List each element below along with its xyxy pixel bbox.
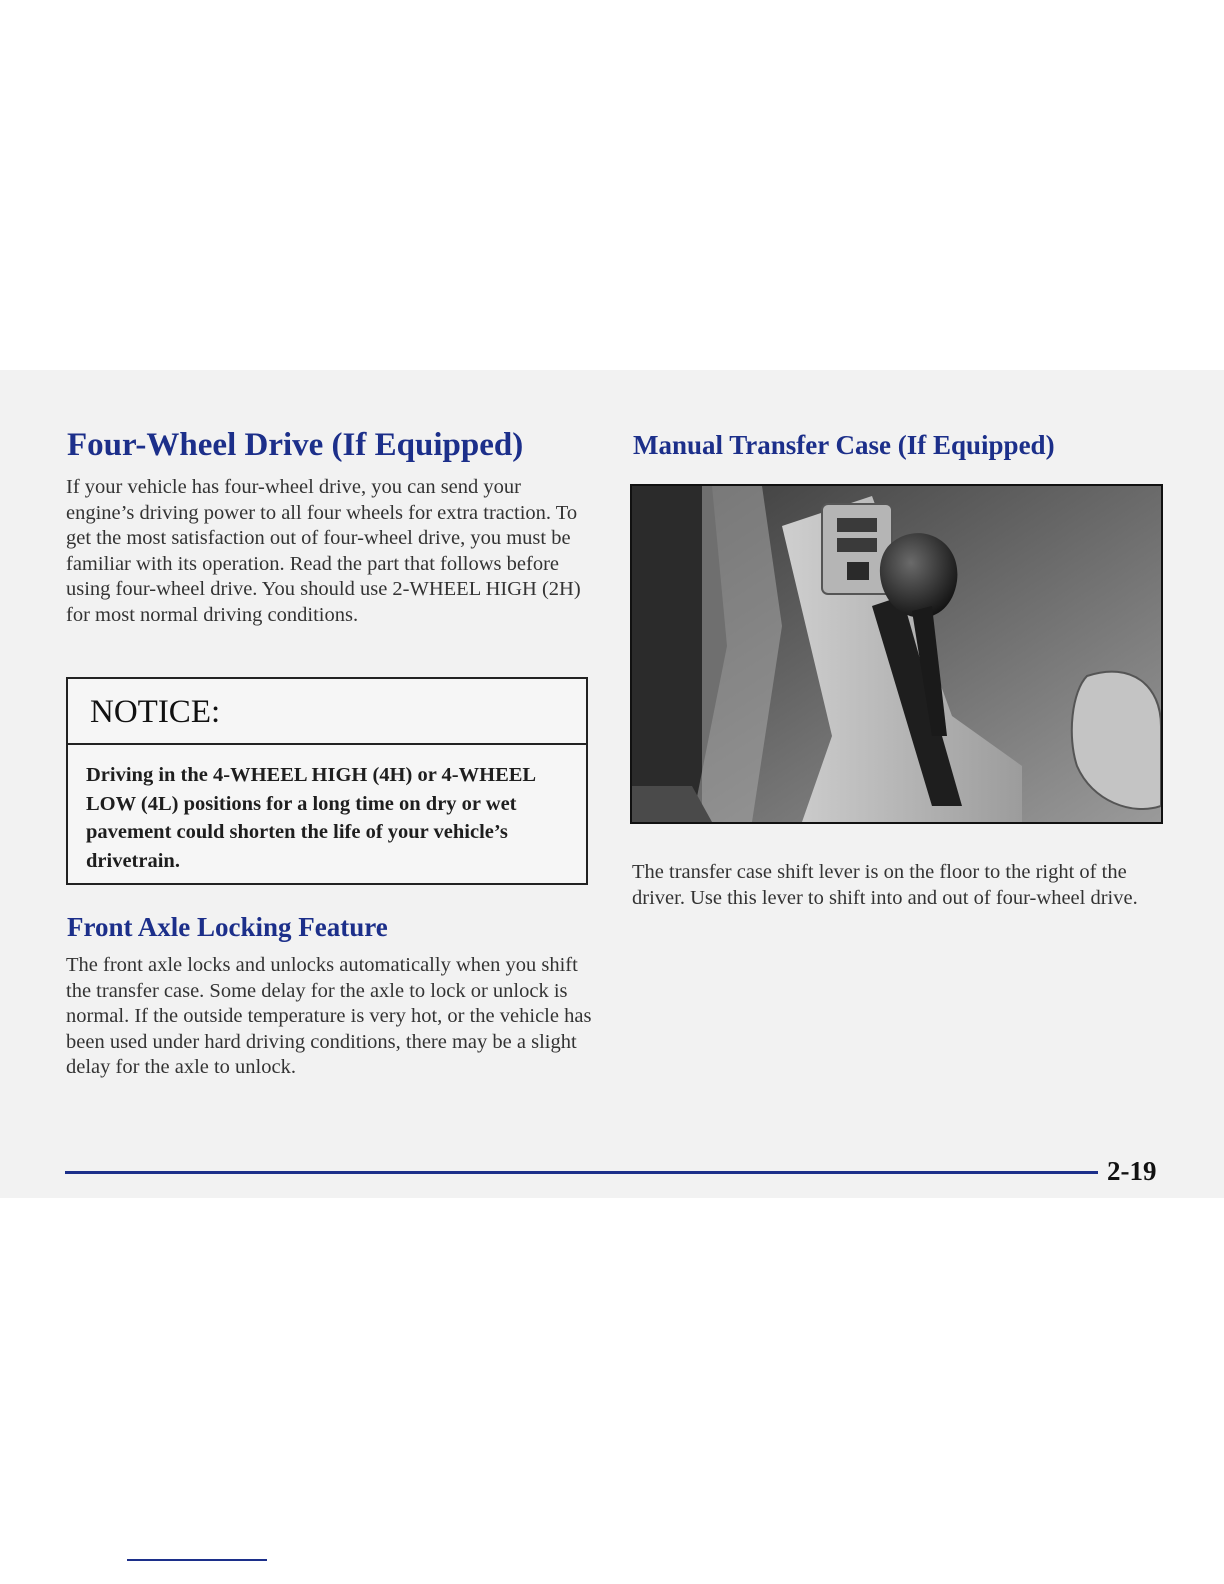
- subheading-front-axle-locking: Front Axle Locking Feature: [67, 912, 388, 942]
- transfer-case-shift-lever-photo-icon: [632, 486, 1161, 822]
- notice-box: [66, 677, 588, 885]
- footer-rule: [65, 1171, 1098, 1174]
- four-wheel-drive-intro: If your vehicle has four-wheel drive, you can send your engine’s driving power to all four wheels for extra traction. To get the most satisfaction out of four-wheel drive, you must be familiar with its operation. Read the part that follows before using four-wheel drive. You should use 2-WHEEL HIGH (2H) for most normal driving conditions.: [66, 476, 581, 626]
- notice-body: Driving in the 4-WHEEL HIGH (4H) or 4-WHEEL LOW (4L) positions for a long time on dry or wet pavement could shorten the life of your vehicle’s drivetrain.: [86, 764, 535, 872]
- photo-caption: The transfer case shift lever is on the floor to the right of the driver. Use this lever to shift into and out of four-wheel drive.: [632, 861, 1138, 909]
- notice-title: NOTICE:: [68, 679, 586, 745]
- transfer-case-photo: [630, 484, 1163, 824]
- front-axle-text: The front axle locks and unlocks automatically when you shift the transfer case. Some delay for the axle to lock or unlock is normal. If the outside temperature is very hot, or the vehicle has been used under hard driving conditions, there may be a slight delay for the axle to unlock.: [66, 954, 592, 1079]
- section-title-four-wheel-drive: Four-Wheel Drive (If Equipped): [67, 427, 524, 463]
- page-number: 2-19: [1107, 1156, 1157, 1186]
- bottom-divider: [127, 1559, 267, 1561]
- section-title-manual-transfer-case: Manual Transfer Case (If Equipped): [633, 430, 1055, 460]
